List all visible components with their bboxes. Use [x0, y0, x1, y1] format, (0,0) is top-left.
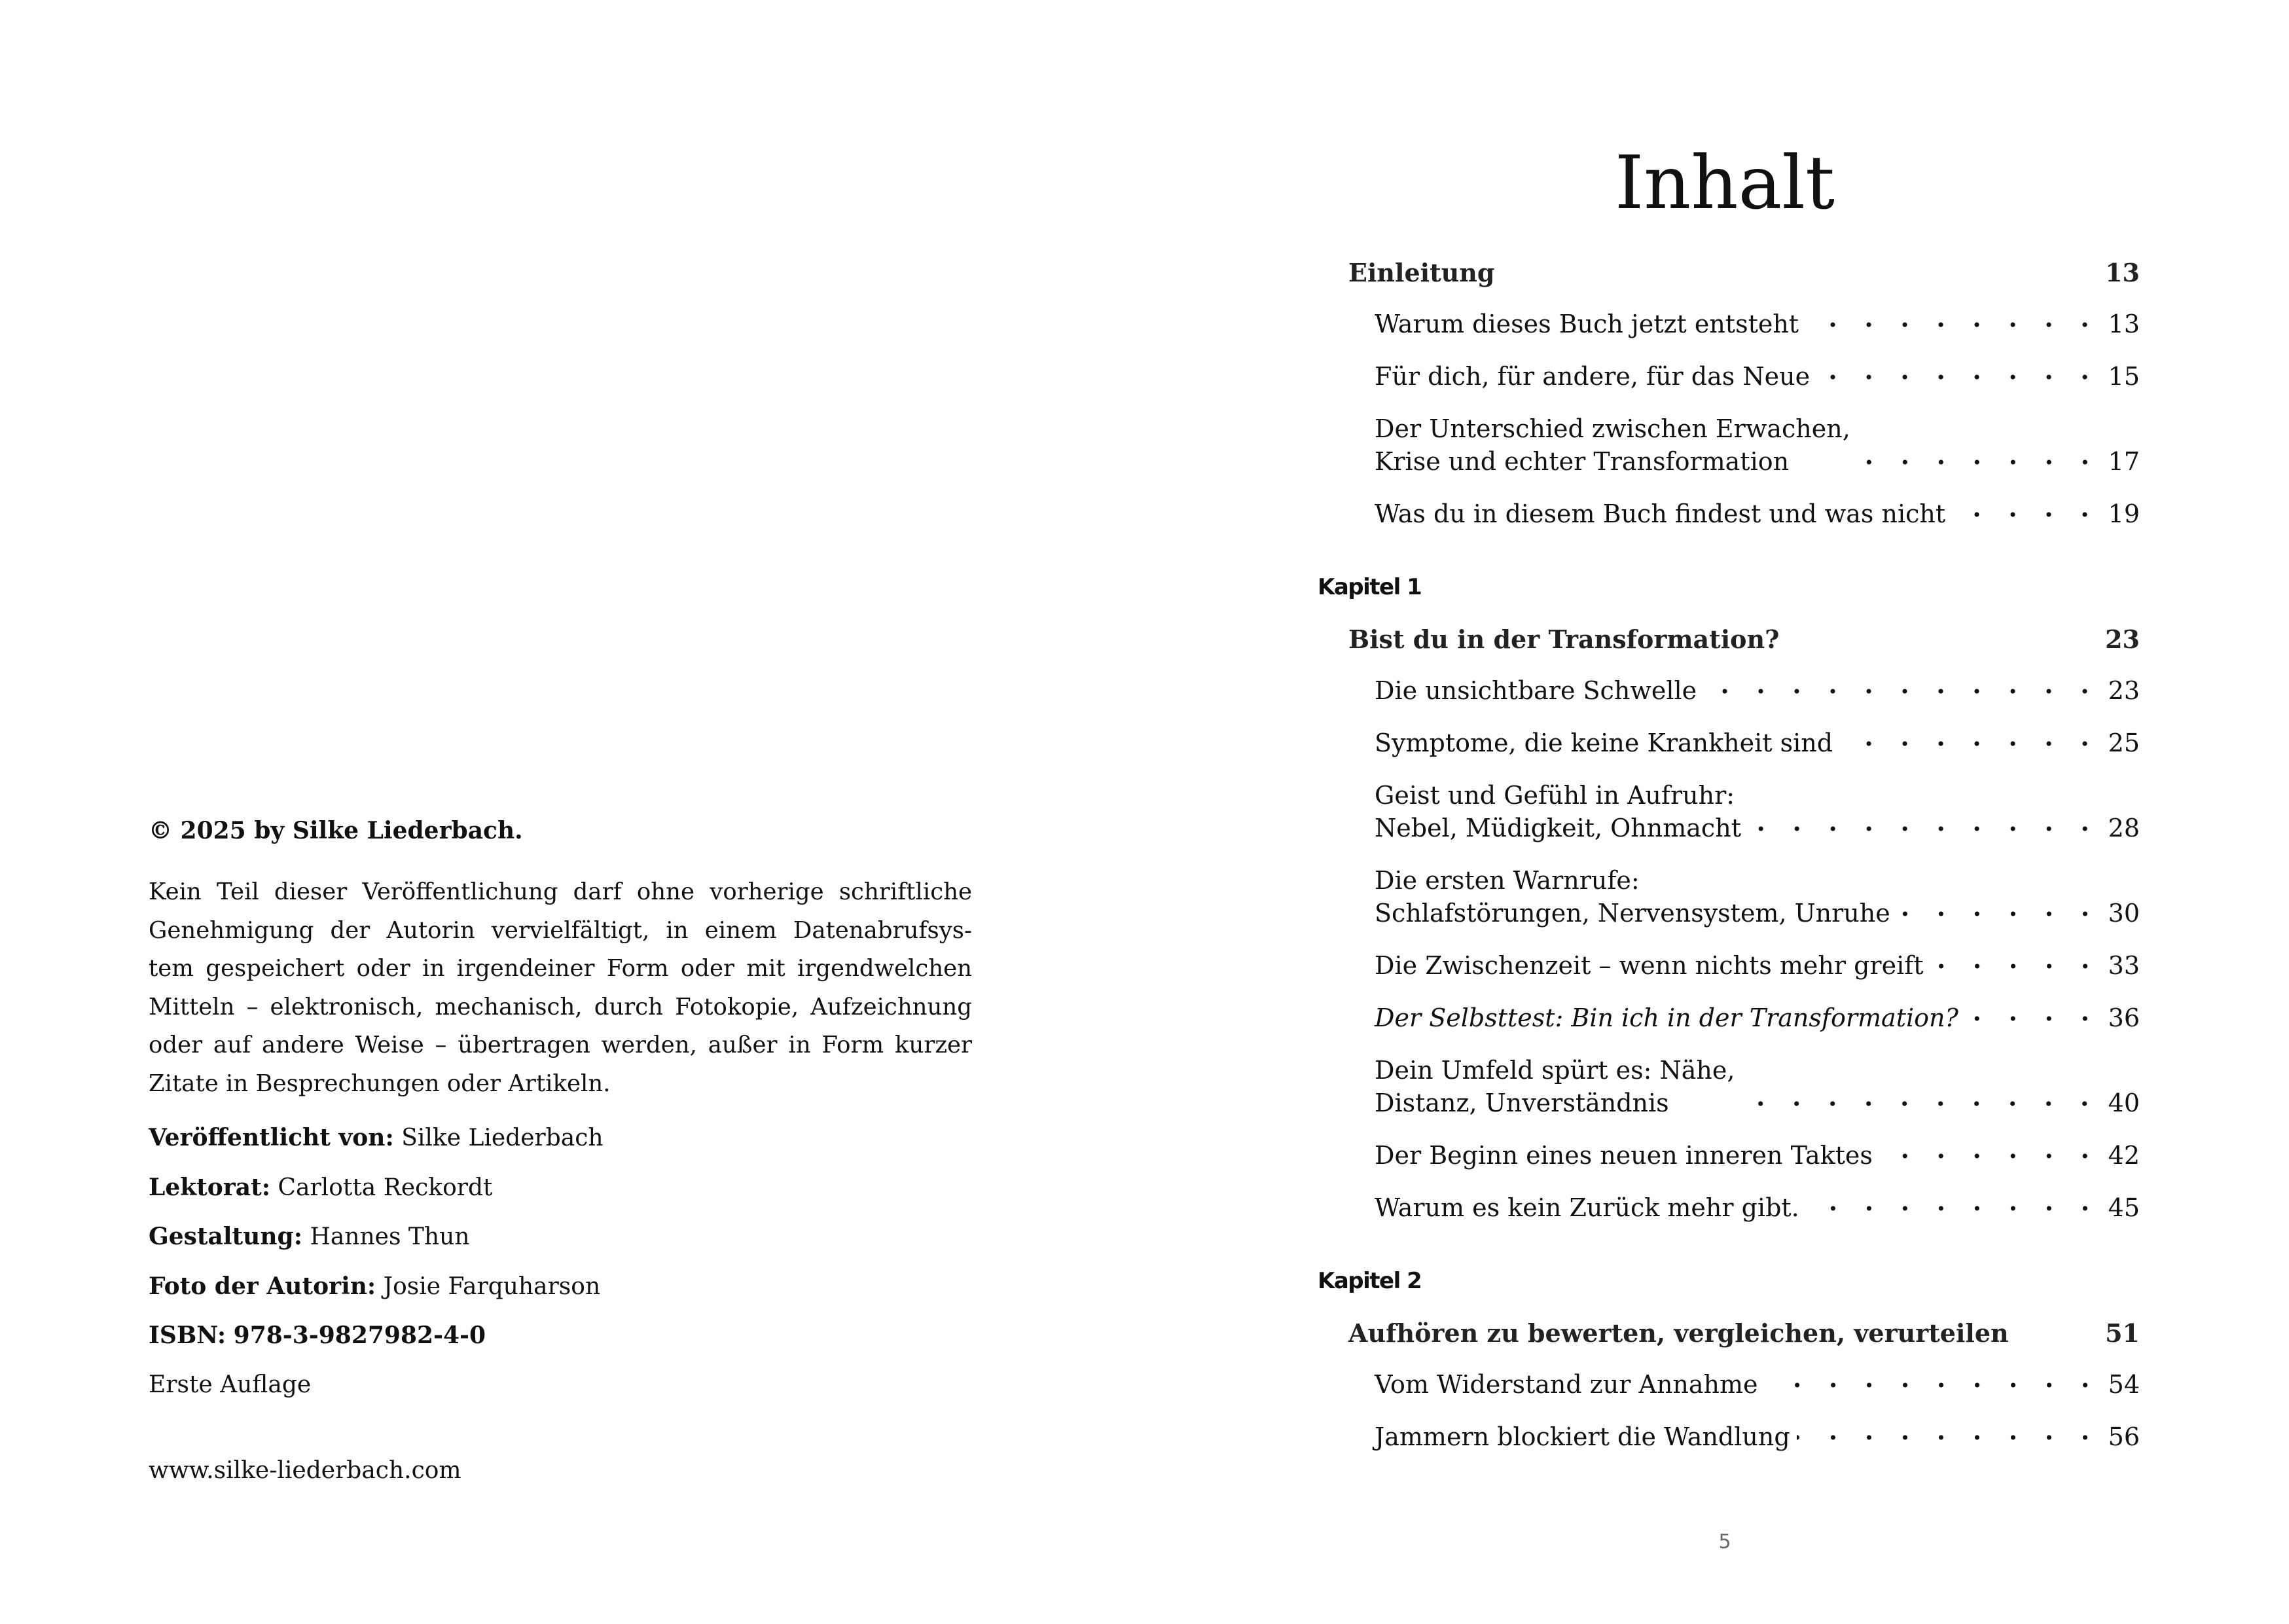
dot-leader — [1965, 1009, 2103, 1028]
toc-entry[interactable] — [1318, 779, 2140, 844]
toc-spacer — [1318, 1224, 2140, 1266]
legal-notice — [149, 873, 972, 1103]
toc-entry-title — [1375, 308, 1799, 340]
toc-entry[interactable] — [1318, 1054, 2140, 1119]
credit-publisher — [149, 1113, 972, 1163]
toc-spacer — [1318, 844, 2140, 864]
toc-entry-title — [1375, 1001, 1958, 1034]
toc-page-number: 17 — [2108, 447, 2140, 476]
legal-line: Kein Teil dieser Veröffentlichung darf ohne vorherige schriftliche — [149, 878, 972, 905]
toc-entry[interactable] — [1318, 1001, 2140, 1034]
toc-page-number: 23 — [2108, 676, 2140, 705]
toc-page-number: 45 — [2108, 1193, 2140, 1222]
toc-page-number: 54 — [2108, 1370, 2140, 1399]
toc-page-number: 30 — [2108, 899, 2140, 928]
credit-design — [149, 1212, 972, 1262]
legal-line: tem gespeichert oder in irgendeiner Form oder mit irgendwelchen — [149, 955, 972, 982]
toc-entry-title-line: Krise und echter Transformation — [1375, 447, 1790, 476]
toc-spacer — [1318, 929, 2140, 949]
toc-page — [1144, 0, 2289, 1624]
toc-entry-title-line: Warum es kein Zurück mehr gibt. — [1375, 1193, 1799, 1222]
toc-entry-title: Einleitung — [1348, 258, 1495, 287]
legal-line: oder auf andere Weise – übertragen werden, außer in Form kurzer — [149, 1032, 972, 1058]
toc-entry-title-line: Geist und Gefühl in Aufruhr: — [1375, 781, 1735, 810]
toc-spacer — [1318, 1401, 2140, 1420]
toc-spacer — [1318, 655, 2140, 674]
toc-spacer — [1318, 1172, 2140, 1191]
toc-entry-title-line: Die unsichtbare Schwelle — [1375, 676, 1697, 705]
toc-entry[interactable] — [1318, 308, 2140, 340]
toc-page-number: 56 — [2108, 1422, 2140, 1451]
toc-entry-title — [1375, 360, 1810, 393]
toc-page-number: 19 — [2108, 499, 2140, 528]
toc-spacer — [1318, 707, 2140, 727]
toc-spacer — [1318, 759, 2140, 779]
dot-leader — [1765, 1375, 2103, 1395]
credit-value: Josie Farquharson — [383, 1272, 601, 1300]
toc-entry[interactable] — [1318, 1191, 2140, 1224]
dot-leader — [1805, 315, 2103, 334]
dot-leader — [1741, 1094, 2102, 1113]
toc-spacer — [1318, 288, 2140, 308]
toc-page-number: 51 — [2105, 1318, 2140, 1348]
legal-line: Genehmigung der Autorin vervielfältigt, in einem Datenabrufsys- — [149, 916, 972, 944]
toc-spacer — [1318, 340, 2140, 360]
toc-entry-title-line: Der Unterschied zwischen Erwachen, — [1375, 414, 1850, 443]
toc-page-number: 36 — [2108, 1003, 2140, 1032]
credit-photo — [149, 1262, 972, 1312]
imprint-page — [0, 0, 1144, 1624]
toc-spacer — [1318, 982, 2140, 1001]
toc-section[interactable] — [1318, 1318, 2140, 1348]
toc-spacer — [1318, 393, 2140, 412]
credit-label: ISBN: — [149, 1322, 226, 1349]
toc-page-number: 13 — [2108, 310, 2140, 338]
toc-page-number: 40 — [2108, 1089, 2140, 1117]
toc-entry[interactable] — [1318, 727, 2140, 759]
toc-entry[interactable] — [1318, 864, 2140, 929]
toc-entry[interactable] — [1318, 1420, 2140, 1453]
toc-entry-title — [1375, 1139, 1873, 1172]
toc-page-number: 42 — [2108, 1141, 2140, 1170]
credit-label: Veröffentlicht von: — [149, 1124, 394, 1151]
credit-isbn — [149, 1311, 972, 1361]
copyright-notice: © 2025 by Silke Liederbach. — [149, 817, 523, 844]
toc-entry-title — [1375, 1054, 1735, 1119]
toc-entry-title-line: Die Zwischenzeit – wenn nichts mehr greift — [1375, 951, 1924, 980]
credit-label: Foto der Autorin: — [149, 1272, 376, 1300]
toc-entry-title — [1375, 949, 1924, 982]
toc-entry-title-line: Der Beginn eines neuen inneren Taktes — [1375, 1141, 1873, 1170]
credit-editor — [149, 1163, 972, 1213]
toc-page-number: 13 — [2105, 258, 2140, 287]
table-of-contents — [1318, 258, 2140, 1453]
toc-spacer — [1318, 530, 2140, 572]
toc-spacer — [1318, 478, 2140, 497]
toc-section[interactable] — [1318, 258, 2140, 288]
toc-chapter-label: Kapitel 2 — [1318, 1268, 1422, 1294]
toc-entry[interactable] — [1318, 1139, 2140, 1172]
toc-entry-title — [1375, 1420, 1790, 1453]
dot-leader — [1857, 452, 2103, 472]
toc-entry[interactable] — [1318, 360, 2140, 393]
dot-leader — [1797, 1428, 2103, 1447]
toc-entry-title — [1375, 779, 1741, 844]
credit-value: Carlotta Reckordt — [278, 1174, 493, 1201]
toc-entry-title — [1375, 674, 1697, 707]
legal-line: Mitteln – elektronisch, mechanisch, durch Fotokopie, Aufzeichnung — [149, 993, 972, 1020]
toc-entry-title-line: Symptome, die keine Krankheit sind — [1375, 729, 1833, 757]
toc-entry[interactable] — [1318, 497, 2140, 530]
toc-entry-title — [1375, 412, 1850, 478]
toc-spacer — [1318, 1348, 2140, 1368]
toc-entry[interactable] — [1318, 1368, 2140, 1401]
toc-spacer — [1318, 1119, 2140, 1139]
dot-leader — [1748, 819, 2103, 839]
edition: Erste Auflage — [149, 1371, 312, 1398]
toc-entry-title: Bist du in der Transformation? — [1348, 624, 1780, 654]
toc-entry-title-line: Der Selbsttest: Bin ich in der Transformation? — [1375, 1003, 1958, 1032]
toc-page-number: 15 — [2108, 362, 2140, 391]
toc-entry-title-line: Schlafstörungen, Nervensystem, Unruhe — [1375, 899, 1890, 928]
toc-page-number: 23 — [2105, 624, 2140, 654]
credit-label: Gestaltung: — [149, 1223, 302, 1250]
toc-entry-title — [1375, 1191, 1799, 1224]
toc-entry-title-line: Für dich, für andere, für das Neue — [1375, 362, 1811, 391]
toc-spacer — [1318, 1034, 2140, 1054]
dot-leader — [1897, 904, 2103, 924]
imprint-block — [149, 816, 972, 1409]
credit-label: Lektorat: — [149, 1173, 271, 1201]
credit-value: Silke Liederbach — [401, 1125, 604, 1151]
toc-entry[interactable] — [1318, 674, 2140, 707]
toc-entry-title-line: Warum dieses Buch jetzt entsteht — [1375, 310, 1799, 338]
dot-leader — [1703, 681, 2103, 701]
toc-chapter-label: Kapitel 1 — [1318, 574, 1422, 600]
toc-entry[interactable] — [1318, 949, 2140, 982]
toc-entry-title — [1375, 1368, 1758, 1401]
toc-entry-title-line: Nebel, Müdigkeit, Ohnmacht — [1375, 814, 1741, 842]
dot-leader — [1879, 1146, 2103, 1166]
toc-entry-title-line: Was du in diesem Buch findest und was nicht — [1375, 499, 1946, 528]
credit-value: Hannes Thun — [310, 1223, 470, 1250]
toc-entry-title-line: Vom Widerstand zur Annahme — [1375, 1370, 1758, 1399]
dot-leader — [1930, 956, 2103, 976]
toc-entry-title — [1375, 727, 1833, 759]
page-number: 5 — [1718, 1530, 1731, 1553]
legal-line: Zitate in Besprechungen oder Artikeln. — [149, 1070, 611, 1097]
toc-entry-title-line: Die ersten Warnrufe: — [1375, 866, 1640, 895]
toc-entry-title-line: Distanz, Unverständnis — [1375, 1089, 1669, 1117]
toc-entry-title — [1375, 864, 1890, 929]
credit-value: 978-3-9827982-4-0 — [233, 1322, 486, 1349]
toc-entry[interactable] — [1318, 412, 2140, 478]
dot-leader — [1952, 505, 2103, 524]
toc-spacer — [1318, 1296, 2140, 1318]
toc-spacer — [1318, 602, 2140, 624]
dot-leader — [1816, 367, 2103, 387]
website-link[interactable]: www.silke-liederbach.com — [149, 1457, 461, 1484]
toc-page-number: 28 — [2108, 814, 2140, 842]
toc-entry-title-line: Jammern blockiert die Wandlung — [1375, 1422, 1790, 1451]
dot-leader — [1839, 734, 2103, 753]
toc-section[interactable] — [1318, 624, 2140, 655]
toc-page-number: 33 — [2108, 951, 2140, 980]
toc-entry-title: Aufhören zu bewerten, vergleichen, verurteilen — [1348, 1318, 2009, 1348]
toc-page-number: 25 — [2108, 729, 2140, 757]
dot-leader — [1806, 1199, 2103, 1218]
page-title: Inhalt — [1614, 141, 1835, 226]
toc-entry-title — [1375, 497, 1945, 530]
toc-entry-title-line: Dein Umfeld spürt es: Nähe, — [1375, 1056, 1735, 1085]
